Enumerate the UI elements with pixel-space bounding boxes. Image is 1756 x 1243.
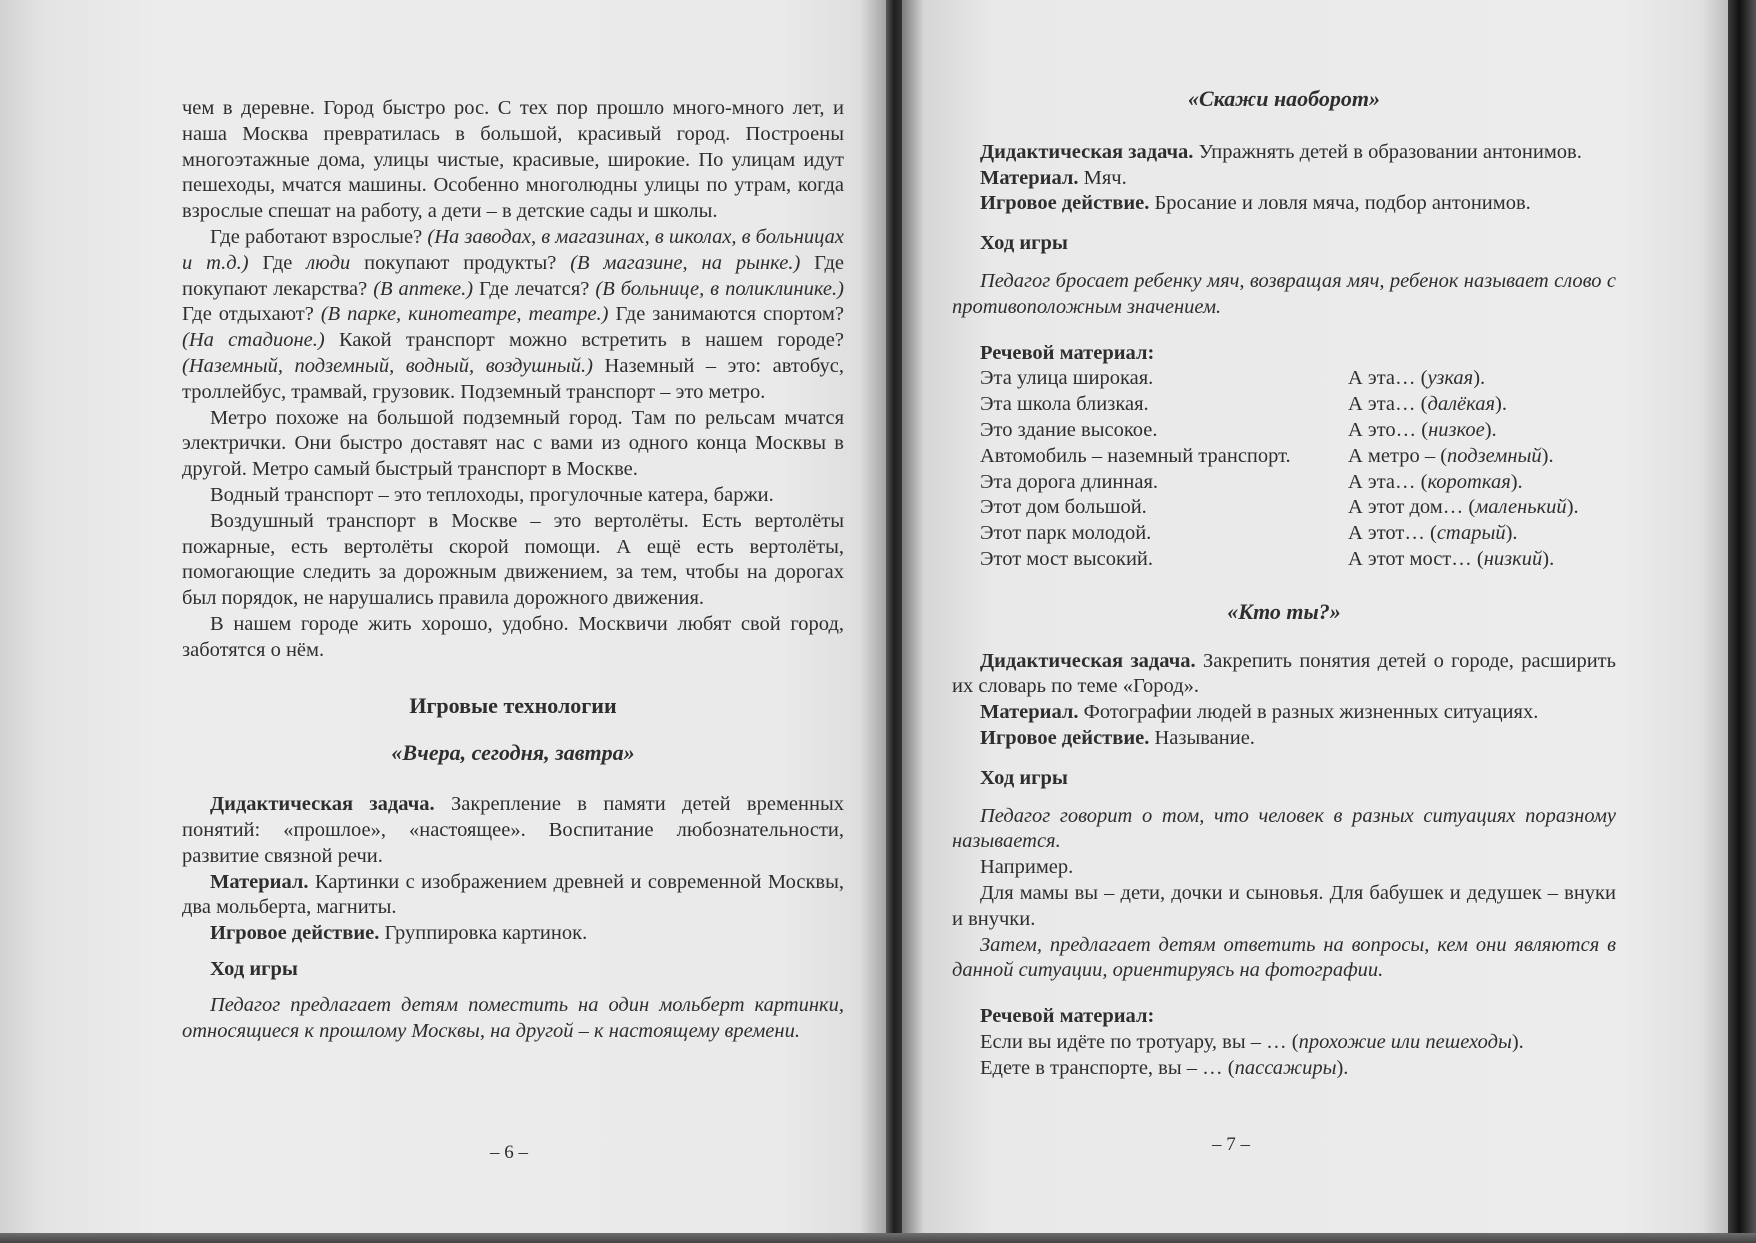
antonym-statement: Эта школа близкая. xyxy=(980,393,1149,416)
antonym-pair-row xyxy=(952,470,1616,496)
material-label: Материал. xyxy=(210,870,309,893)
g2-q1-pre: Если вы идёте по тротуару, вы – … ( xyxy=(980,1030,1299,1053)
question-text: Где работают взрослые? xyxy=(210,225,428,248)
antonym-response-text: А эта… ( xyxy=(1348,393,1428,416)
page-number: – 7 – xyxy=(1212,1134,1250,1155)
game-action-text: Группировка картинок. xyxy=(379,922,588,945)
g2-q2-post: ). xyxy=(1336,1056,1349,1079)
antonym-response-text: А метро – ( xyxy=(1348,444,1448,467)
antonym-response xyxy=(1348,470,1523,496)
bottom-shadow xyxy=(0,1233,1756,1243)
game-action-label: Игровое действие. xyxy=(210,922,380,945)
antonym-pairs xyxy=(952,366,1616,572)
antonym-response xyxy=(1348,392,1507,418)
antonym-pair-row xyxy=(952,521,1616,547)
antonym-pair-row xyxy=(952,392,1616,418)
paragraph-conclusion: В нашем городе жить хорошо, удобно. Москвичи любят свой город, заботятся о нём. xyxy=(182,612,844,661)
antonym-statement: Это здание высокое. xyxy=(980,418,1158,441)
antonym-statement: Автомобиль – наземный транспорт. xyxy=(980,444,1291,467)
antonym-answer: подземный xyxy=(1447,444,1542,467)
question-text: покупают продукты? xyxy=(350,251,571,274)
antonym-response-text: ). xyxy=(1495,393,1507,416)
antonym-response xyxy=(1348,495,1579,521)
didactic-task-text: Закрепление в памяти детей временных понятий: «прошлое», «настоящее». Воспитание любознательности, развитие связной речи. xyxy=(182,793,844,867)
answer-hint: (В аптеке.) xyxy=(373,277,474,300)
g2-q1-post: ). xyxy=(1511,1030,1524,1053)
question-text: Какой транспорт можно встретить в нашем городе? xyxy=(324,329,844,352)
antonym-response-text: ). xyxy=(1542,547,1555,570)
answer-hint: (В больнице, в поликлинике.) xyxy=(595,277,844,300)
antonym-pair-row xyxy=(952,547,1616,573)
g2-q1-answer: прохожие или пешеходы xyxy=(1298,1030,1512,1053)
question-text: Наземный – это: автобус, троллейбус, трамвай, грузовик. Подземный транспорт – это метро. xyxy=(182,354,844,403)
g2-then-text: Затем, предлагает детям ответить на вопросы, кем они являются в данной ситуации, ориентируясь на фотографии. xyxy=(952,933,1616,982)
g1-material-text: Мяч. xyxy=(1078,166,1127,189)
antonym-response xyxy=(1348,444,1554,470)
antonym-statement: Эта дорога длинная. xyxy=(980,470,1159,493)
antonym-response-text: ). xyxy=(1566,496,1579,519)
antonym-answer: старый xyxy=(1436,522,1506,545)
paragraph-air-transport: Воздушный транспорт в Москве – это вертолёты. Есть вертолёты пожарные, есть вертолёты скорой помощи. А ещё есть вертолёты, помогающие следить за дорожным движением, за тем, чтобы на дорогах был порядок, не нарушались правила дорожного движения. xyxy=(182,509,844,610)
g1-didactic-task-text: Упражнять детей в образовании антонимов. xyxy=(1193,140,1582,163)
g2-speech-heading: Речевой материал: xyxy=(980,1005,1155,1028)
antonym-response-text: А этот… ( xyxy=(1348,522,1437,545)
g1-material xyxy=(952,166,1616,192)
right-column xyxy=(952,86,1616,1082)
g1-game-action-text: Бросание и ловля мяча, подбор антонимов. xyxy=(1149,192,1531,215)
antonym-pair-row xyxy=(952,495,1616,521)
g2-didactic-task-text: Закрепить понятия детей о городе, расширить их словарь по теме «Город». xyxy=(952,649,1616,698)
antonym-response xyxy=(1348,418,1497,444)
g2-didactic-task xyxy=(952,649,1616,701)
game-title-who-are-you: «Кто ты?» xyxy=(1227,598,1341,624)
g1-game-action-label: Игровое действие. xyxy=(980,192,1150,215)
antonym-statement: Этот мост высокий. xyxy=(980,547,1154,570)
question-text: Где отдыхают? xyxy=(182,303,321,326)
material xyxy=(182,870,844,922)
antonym-statement: Эта улица широкая. xyxy=(980,367,1154,390)
g2-material-label: Материал. xyxy=(980,701,1079,724)
antonym-answer: короткая xyxy=(1427,470,1511,493)
course-text: Педагог предлагает детям поместить на один мольберт картинки, относящиеся к прошлому Москвы, на другой – к настоящему времени. xyxy=(182,993,844,1042)
answer-hint: (В магазине, на рынке.) xyxy=(570,251,801,274)
g2-example-text: Для мамы вы – дети, дочки и сыновья. Для бабушек и дедушек – внуки и внучки. xyxy=(952,881,1616,930)
g1-course-heading: Ход игры xyxy=(980,232,1068,255)
g2-material xyxy=(952,700,1616,726)
antonym-response-text: ). xyxy=(1473,367,1486,390)
antonym-response xyxy=(1348,547,1554,573)
material-text: Картинки с изображением древней и современной Москвы, два мольберта, магниты. xyxy=(182,870,844,919)
g2-game-action-text: Называние. xyxy=(1149,726,1255,749)
g2-course-heading: Ход игры xyxy=(980,766,1068,789)
g1-game-action xyxy=(952,191,1616,217)
g2-question-2 xyxy=(952,1056,1616,1082)
g2-example: Например. xyxy=(980,856,1074,879)
antonym-response-text: А эта… ( xyxy=(1348,470,1428,493)
g2-game-action-label: Игровое действие. xyxy=(980,726,1150,749)
section-title: Игровые технологии xyxy=(409,692,617,718)
answer-hint: (В парке, кинотеатре, театре.) xyxy=(320,303,609,326)
answer-hint: (На стадионе.) xyxy=(182,329,325,352)
right-page xyxy=(902,0,1728,1233)
antonym-response-text: ). xyxy=(1510,470,1523,493)
antonym-answer: далёкая xyxy=(1427,393,1496,416)
g2-question-1 xyxy=(952,1030,1616,1056)
g1-material-label: Материал. xyxy=(980,166,1079,189)
paragraph-metro: Метро похоже на большой подземный город. Там по рельсам мчатся электрички. Они быстро доставят нас с вами из одного конца Москвы в другой. Метро самый быстрый транспорт в Москве. xyxy=(182,406,844,481)
antonym-response-text: ). xyxy=(1541,444,1554,467)
g2-didactic-task-label: Дидактическая задача. xyxy=(980,649,1196,672)
g1-speech-heading: Речевой материал: xyxy=(980,341,1155,364)
g2-course-text: Педагог говорит о том, что человек в разных ситуациях поразному называется. xyxy=(952,804,1616,853)
antonym-pair-row xyxy=(952,366,1616,392)
paragraph-questions xyxy=(182,225,844,406)
g2-game-action xyxy=(952,726,1616,752)
antonym-response-text: ). xyxy=(1505,522,1518,545)
book-cover-edge xyxy=(1728,0,1756,1243)
antonym-answer: узкая xyxy=(1427,367,1474,390)
antonym-statement: Этот дом большой. xyxy=(980,496,1147,519)
left-column xyxy=(182,96,844,1044)
antonym-response-text: ). xyxy=(1484,418,1497,441)
question-text: Где покупают лекарства? xyxy=(182,251,845,300)
answer-hint: люди xyxy=(306,251,351,274)
antonym-response-text: А это… ( xyxy=(1348,418,1429,441)
didactic-task xyxy=(182,792,844,869)
didactic-task-label: Дидактическая задача. xyxy=(210,793,435,816)
game-title-yesterday-today-tomorrow: «Вчера, сегодня, завтра» xyxy=(391,740,635,766)
game-title-say-opposite: «Скажи наоборот» xyxy=(1188,86,1380,111)
question-text: Где занимаются спортом? xyxy=(608,303,844,326)
g2-q2-answer: пассажиры xyxy=(1234,1056,1337,1079)
g2-q2-pre: Едете в транспорте, вы – … ( xyxy=(980,1056,1235,1079)
antonym-response-text: А этот мост… ( xyxy=(1348,547,1484,570)
antonym-pair-row xyxy=(952,444,1616,470)
antonym-answer: низкий xyxy=(1483,547,1543,570)
g1-didactic-task xyxy=(952,140,1616,166)
answer-hint: (На заводах, в магазинах, в школах, в больницах и т.д.) xyxy=(182,225,845,274)
antonym-response xyxy=(1348,521,1518,547)
question-text: Где xyxy=(248,251,307,274)
g1-course-text: Педагог бросает ребенку мяч, возвращая мяч, ребенок называет слово с противоположным значением. xyxy=(952,269,1616,318)
paragraph-city-growth: чем в деревне. Город быстро рос. С тех пор прошло много-много лет, и наша Москва превратилась в большой, красивый город. Построены многоэтажные дома, улицы чистые, красивые, широкие. По улицам идут пешеходы, мчатся машины. Особенно многолюдны улицы по утрам, когда взрослые спешат на работу, а дети – в детские сады и школы. xyxy=(182,97,844,223)
answer-hint: (Наземный, подземный, водный, воздушный.) xyxy=(182,354,593,377)
antonym-response xyxy=(1348,366,1485,392)
course-heading: Ход игры xyxy=(210,957,298,980)
game-action xyxy=(182,921,844,947)
antonym-response-text: А этот дом… ( xyxy=(1348,496,1476,519)
paragraph-water-transport: Водный транспорт – это теплоходы, прогулочные катера, баржи. xyxy=(210,483,774,506)
antonym-answer: низкое xyxy=(1428,418,1485,441)
question-text: Где лечатся? xyxy=(473,277,596,300)
page-number: – 6 – xyxy=(490,1142,528,1163)
g1-didactic-task-label: Дидактическая задача. xyxy=(980,140,1194,163)
antonym-pair-row xyxy=(952,418,1616,444)
antonym-statement: Этот парк молодой. xyxy=(980,522,1152,545)
g2-material-text: Фотографии людей в разных жизненных ситуациях. xyxy=(1078,701,1539,724)
antonym-response-text: А эта… ( xyxy=(1348,367,1428,390)
antonym-answer: маленький xyxy=(1475,496,1567,519)
